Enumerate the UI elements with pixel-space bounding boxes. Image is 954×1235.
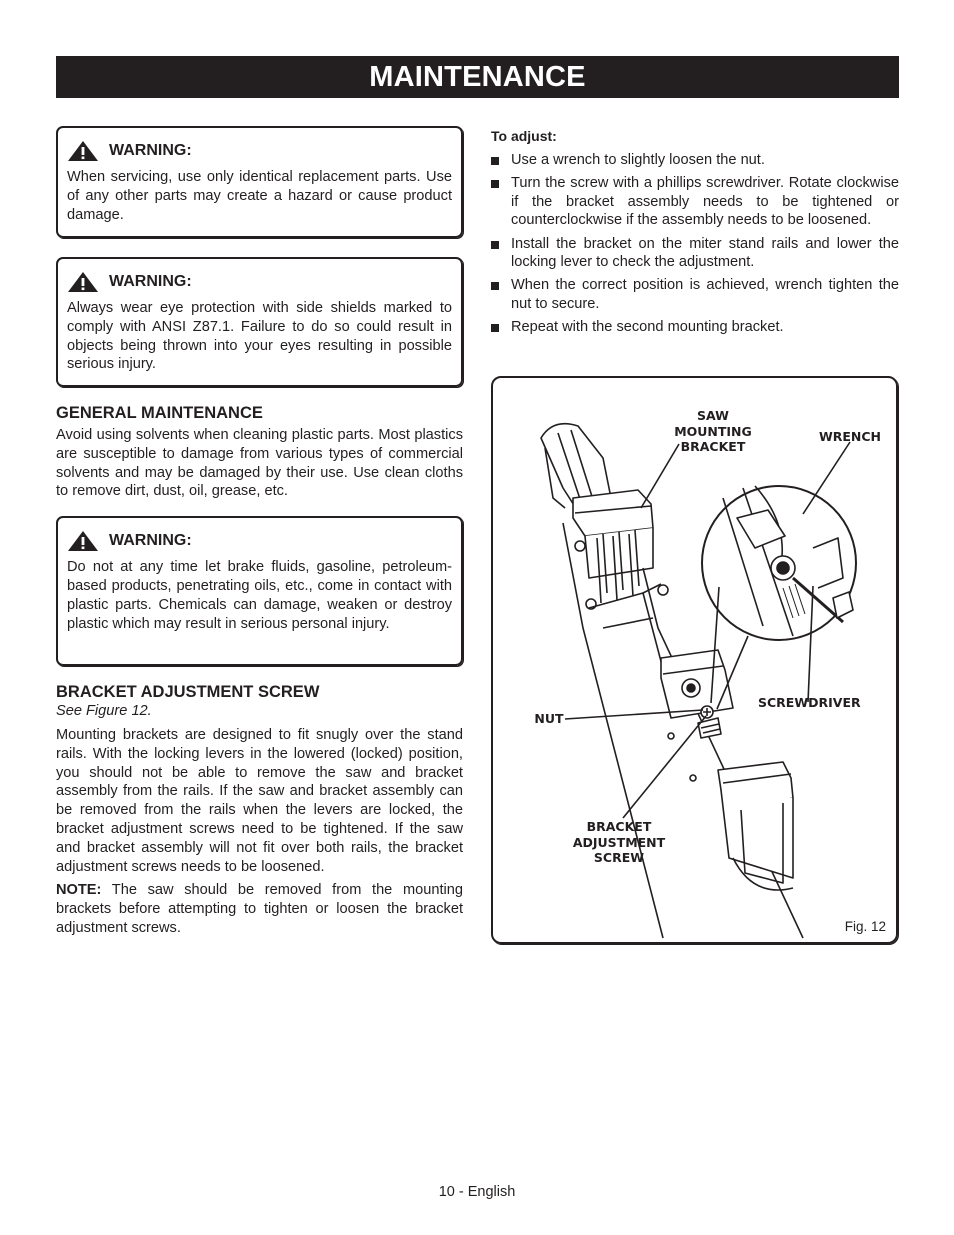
bracket-adjustment-text: Mounting brackets are designed to fit snugly over the stand rails. With the locking levers in the lowered (locked) position, you should not be able to remove the saw and bracket assembly from the rails. If the saw and bracket assembly can be removed from the rails when the levers are locked, the bracket adjustment screws need to be tightened. If the saw and bracket assembly will not fit over both rails, the bracket adjustment screws needs to be loosened. bbox=[56, 726, 463, 875]
warning-header bbox=[67, 530, 452, 552]
list-item: Use a wrench to slightly loosen the nut. bbox=[491, 151, 899, 170]
callout-screwdriver: SCREWDRIVER bbox=[758, 695, 861, 710]
figure-12-box bbox=[491, 376, 898, 944]
warning-header bbox=[67, 140, 452, 162]
page-title-banner bbox=[56, 56, 899, 98]
left-column bbox=[56, 126, 463, 938]
callout-bracket-adjustment-screw: BRACKET ADJUSTMENT SCREW bbox=[572, 819, 666, 865]
right-column bbox=[491, 126, 899, 341]
warning-text: Always wear eye protection with side shields marked to comply with ANSI Z87.1. Failure to do so could result in objects being thrown into your eyes resulting in possible serious injury. bbox=[67, 300, 452, 373]
note-text: The saw should be removed from the mounting brackets before attempting to tighten or loosen the bracket adjustment screws. bbox=[56, 882, 463, 936]
warning-label: WARNING: bbox=[109, 142, 192, 159]
warning-box-3 bbox=[56, 516, 463, 666]
bullet-square-icon bbox=[491, 157, 499, 165]
warning-header bbox=[67, 271, 452, 293]
callout-saw-mounting-bracket: SAW MOUNTING BRACKET bbox=[674, 408, 752, 454]
adjust-steps-list bbox=[491, 151, 899, 337]
callout-wrench: WRENCH bbox=[818, 429, 882, 444]
bullet-square-icon bbox=[491, 282, 499, 290]
warning-text: When servicing, use only identical replacement parts. Use of any other parts may create a hazard or cause product damage. bbox=[67, 169, 452, 223]
page-title: MAINTENANCE bbox=[369, 60, 586, 93]
page-footer: 10 - English bbox=[438, 1184, 516, 1200]
warning-box-1 bbox=[56, 126, 463, 238]
bullet-square-icon bbox=[491, 241, 499, 249]
list-item: Repeat with the second mounting bracket. bbox=[491, 318, 899, 337]
list-item: Turn the screw with a phillips screwdriver. Rotate clockwise if the bracket assembly needs to be tightened or counterclockwise if the assembly needs to be loosened. bbox=[491, 174, 899, 230]
warning-box-2 bbox=[56, 257, 463, 387]
list-item: When the correct position is achieved, wrench tighten the nut to secure. bbox=[491, 276, 899, 313]
bracket-note bbox=[56, 881, 463, 937]
warning-label: WARNING: bbox=[109, 532, 192, 550]
bracket-illustration bbox=[493, 378, 896, 942]
warning-triangle-icon bbox=[67, 140, 99, 162]
general-maintenance-text: Avoid using solvents when cleaning plastic parts. Most plastics are susceptible to damage from various types of commercial solvents and may be damaged by their use. Use clean cloths to remove dirt, dust, oil, grease, etc. bbox=[56, 427, 463, 500]
bullet-square-icon bbox=[491, 180, 499, 188]
warning-triangle-icon bbox=[67, 271, 99, 293]
callout-nut: NUT bbox=[534, 711, 564, 726]
see-figure-reference: See Figure 12. bbox=[56, 703, 152, 720]
to-adjust-heading: To adjust: bbox=[491, 128, 557, 144]
warning-text: Do not at any time let brake fluids, gasoline, petroleum-based products, penetrating oils, etc., come in contact with plastic parts. Chemicals can damage, weaken or destroy plastic which may result in serious personal injury. bbox=[67, 559, 452, 632]
warning-triangle-icon bbox=[67, 530, 99, 552]
warning-label: WARNING: bbox=[109, 273, 192, 290]
general-maintenance-heading: GENERAL MAINTENANCE bbox=[56, 404, 263, 422]
bracket-adjustment-heading: BRACKET ADJUSTMENT SCREW bbox=[56, 683, 320, 702]
list-item: Install the bracket on the miter stand rails and lower the locking lever to check the adjustment. bbox=[491, 235, 899, 272]
note-label: NOTE: bbox=[56, 882, 102, 899]
figure-caption: Fig. 12 bbox=[844, 919, 886, 934]
bullet-square-icon bbox=[491, 324, 499, 332]
